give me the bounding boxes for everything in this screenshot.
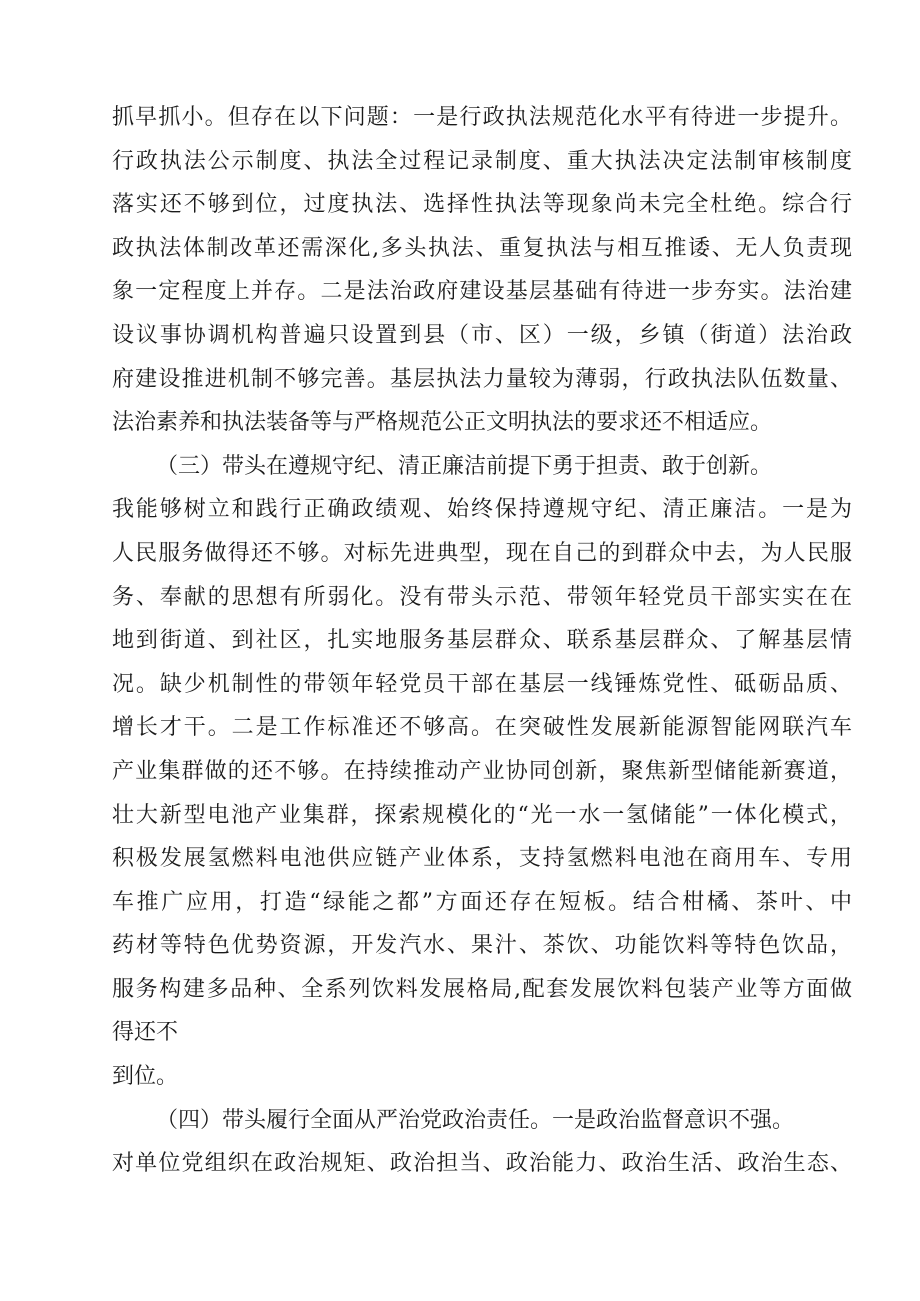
text-line-4: 政执法体制改革还需深化,多头执法、重复执法与相互推诿、无人负责现 (112, 235, 852, 261)
section-heading-4: （四）带头履行全面从严治党政治责任。一是政治监督意识不强。 (156, 1107, 795, 1133)
text-line-15: 增长才干。二是工作标准还不够高。在突破性发展新能源智能网联汽车 (112, 715, 852, 741)
text-line-10: 我能够树立和践行正确政绩观、始终保持遵规守纪、清正廉洁。一是为 (112, 497, 852, 523)
text-line-13: 地到街道、到社区，扎实地服务基层群众、联系基层群众、了解基层情 (112, 628, 852, 654)
text-line-1: 抓早抓小。但存在以下问题：一是行政执法规范化水平有待进一步提升。 (112, 105, 852, 130)
text-line-23: 到位。 (112, 1064, 179, 1090)
text-line-25: 对单位党组织在政治规矩、政治担当、政治能力、政治生活、政治生态、 (112, 1151, 852, 1177)
text-line-20: 药材等特色优势资源，开发汽水、果汁、茶饮、功能饮料等特色饮品， (112, 933, 852, 959)
text-line-6: 设议事协调机构普遍只设置到县（市、区）一级，乡镇（街道）法治政 (112, 322, 852, 348)
text-line-2: 行政执法公示制度、执法全过程记录制度、重大执法决定法制审核制度 (112, 148, 852, 174)
text-line-14: 况。缺少机制性的带领年轻党员干部在基层一线锤炼党性、砥砺品质、 (112, 671, 852, 697)
text-line-17: 壮大新型电池产业集群，探索规模化的“光一水一氢储能”一体化模式， (112, 802, 852, 828)
document-body (112, 96, 852, 1186)
text-line-7: 府建设推进机制不够完善。基层执法力量较为薄弱，行政执法队伍数量、 (112, 366, 852, 392)
section-heading-3: （三）带头在遵规守纪、清正廉洁前提下勇于担责、敢于创新。 (156, 453, 773, 479)
text-line-3: 落实还不够到位，过度执法、选择性执法等现象尚未完全杜绝。综合行 (112, 192, 852, 218)
text-line-8: 法治素养和执法装备等与严格规范公正文明执法的要求还不相适应。 (112, 410, 773, 436)
text-line-21: 服务构建多品种、全系列饮料发展格局,配套发展饮料包装产业等方面做 (112, 976, 852, 1002)
text-line-12: 务、奉献的思想有所弱化。没有带头示范、带领年轻党员干部实实在在 (112, 584, 852, 610)
text-line-16: 产业集群做的还不够。在持续推动产业协同创新，聚焦新型储能新赛道， (112, 758, 852, 784)
text-line-18: 积极发展氢燃料电池供应链产业体系，支持氢燃料电池在商用车、专用 (112, 846, 852, 872)
text-line-22: 得还不 (112, 1020, 179, 1046)
text-line-5: 象一定程度上并存。二是法治政府建设基层基础有待进一步夯实。法治建 (112, 279, 852, 305)
text-line-11: 人民服务做得还不够。对标先进典型，现在自己的到群众中去，为人民服 (112, 540, 852, 566)
text-line-19: 车推广应用，打造“绿能之都”方面还存在短板。结合柑橘、茶叶、中 (112, 889, 852, 915)
